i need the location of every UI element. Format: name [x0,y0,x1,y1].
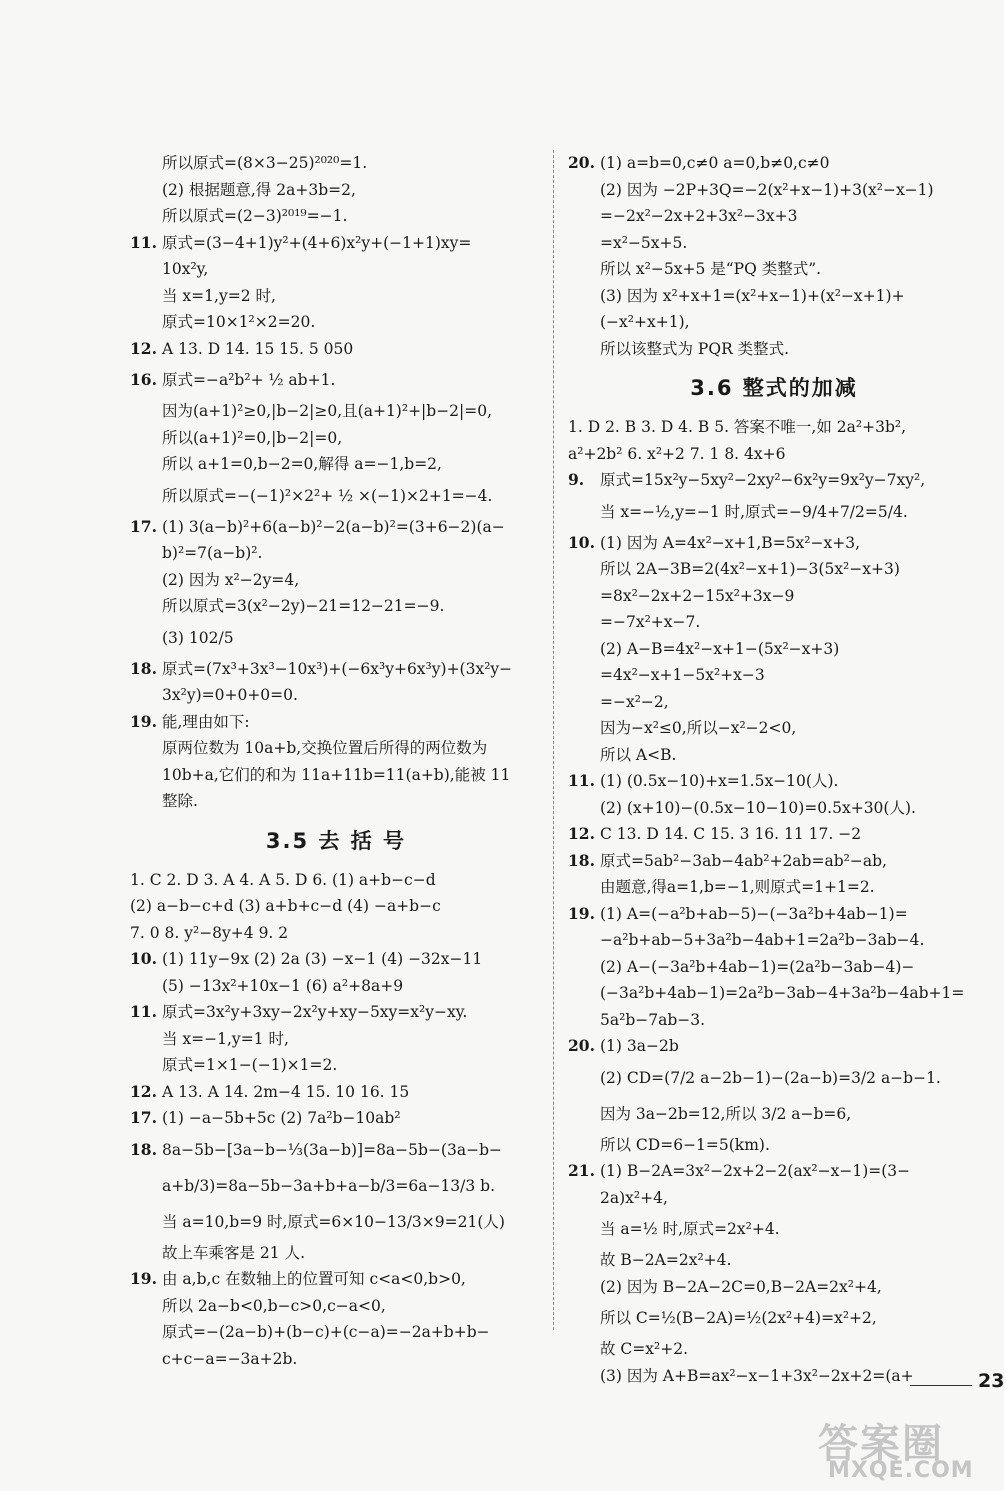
answer-line [568,715,980,742]
item-number: 12. [130,338,157,358]
answer-item [130,1105,542,1132]
answer-line [130,620,542,656]
answer-line [130,1168,542,1204]
answer-text: (2) 根据题意,得 2a+3b=2, [162,180,356,199]
item-number: 19. [130,711,157,731]
answer-item [130,1132,542,1168]
answer-text: 当 a=10,b=9 时,原式=6×10−13/3×9=21(人) [162,1212,505,1231]
answer-line [568,742,980,769]
answer-text: 所以原式=3(x²−2y)−21=12−21=−9. [162,597,445,615]
answer-item [130,999,542,1026]
answer-text: a²+2b² 6. x²+2 7. 1 8. 4x+6 [568,444,786,463]
answer-line [130,1052,542,1079]
answer-text: (1) 11y−9x (2) 2a (3) −x−1 (4) −32x−11 [162,950,483,968]
answer-line [130,762,542,789]
item-number: 18. [130,658,157,678]
answer-text: 原式=1×1−(−1)×1=2. [162,1056,338,1074]
answer-text: =4x²−x+1−5x²+x−3 [600,666,765,684]
answer-line [568,1132,980,1159]
answer-text: 当 x=−½,y=−1 时,原式=−9/4+7/2=5/4. [600,502,908,521]
answer-line [568,1300,980,1336]
column-divider [553,150,554,1330]
answer-line [130,309,542,336]
answer-line [568,662,980,689]
answer-line [568,980,980,1007]
answer-text: 由题意,得a=1,b=−1,则原式=1+1=2. [600,878,875,896]
answer-text: 原两位数为 10a+b,交换位置后所得的两位数为 [162,739,488,757]
answer-line [568,1336,980,1363]
answer-line [568,203,980,230]
answer-text: 能,理由如下: [162,712,250,731]
answer-line [568,636,980,663]
answer-line [568,927,980,954]
answer-text: =8x²−2x+2−15x²+3x−9 [600,586,795,605]
answer-text: 原式=(7x³+3x³−10x³)+(−6x³y+6x³y)+(3x²y− [162,659,513,678]
answer-text: 原式=−(2a−b)+(b−c)+(c−a)=−2a+b+b− [162,1323,490,1341]
answer-text: (2) (x+10)−(0.5x−10−10)=0.5x+30(人). [600,798,916,817]
answer-text: 所以原式=(8×3−25)²⁰²⁰=1. [162,154,368,172]
answer-text: 当 a=½ 时,原式=2x²+4. [600,1220,780,1238]
answer-text: 1. C 2. D 3. A 4. A 5. D 6. (1) a+b−c−d [130,870,436,889]
answer-text: (1) −a−5b+5c (2) 7a²b−10ab² [162,1109,401,1127]
answer-item [130,1266,542,1293]
answer-text: 原式=5ab²−3ab−4ab²+2ab=ab²−ab, [600,851,887,870]
answer-text: 所以 a+1=0,b−2=0,解得 a=−1,b=2, [162,455,442,473]
answer-line [130,1204,542,1240]
section-heading: 3.6 整式的加减 [690,376,858,400]
answer-text: (2) a−b−c+d (3) a+b+c−d (4) −a+b−c [130,897,441,915]
answer-line [130,540,542,567]
answer-line [130,1240,542,1267]
answer-item [130,336,542,363]
page-number: 23 [978,1370,1004,1392]
section-heading: 3.5 去 括 号 [265,828,407,853]
answer-text: 3x²y)=0+0+0=0. [162,686,298,704]
answer-text: =−2x²−2x+2+3x²−3x+3 [600,207,798,225]
answer-text: 7. 0 8. y²−8y+4 9. 2 [130,923,289,942]
answer-text: 1. D 2. B 3. D 4. B 5. 答案不唯一,如 2a²+3b², [568,418,907,436]
answer-text: C 13. D 14. C 15. 3 16. 11 17. −2 [600,825,862,843]
answer-text: (2) A−(−3a²b+4ab−1)=(2a²b−3ab−4)− [600,957,915,976]
answer-text: (2) 因为 −2P+3Q=−2(x²+x−1)+3(x²−x−1) [600,180,934,199]
answer-text: 故 C=x²+2. [600,1340,689,1358]
answer-line [130,1293,542,1320]
answer-line [568,441,980,468]
answer-text: 故上车乘客是 21 人. [162,1243,306,1262]
answer-text: 10x²y, [162,260,209,278]
answer-text: 所以 x²−5x+5 是“PQ 类整式”. [600,260,822,278]
answer-text: 当 x=−1,y=1 时, [162,1029,289,1048]
answer-text: =x²−5x+5. [600,233,688,252]
item-number: 19. [130,1269,157,1288]
answer-line [568,609,980,636]
answer-item [568,768,980,795]
answer-text: 所以(a+1)²=0,|b−2|=0, [162,428,343,447]
answer-text: (2) 因为 x²−2y=4, [162,570,300,589]
answer-text: 原式=10×1²×2=20. [162,313,316,331]
item-number: 11. [568,771,595,790]
answer-text: 所以原式=−(−1)²×2²+ ½ ×(−1)×2+1=−4. [162,486,493,505]
answer-text: (5) −13x²+10x−1 (6) a²+8a+9 [162,976,404,995]
answer-item [568,848,980,875]
answer-item [130,230,542,257]
item-number: 9. [568,470,585,489]
answer-text: 8a−5b−[3a−b−⅓(3a−b)]=8a−5b−(3a−b− [162,1140,502,1159]
answer-item [568,467,980,494]
answer-line [568,556,980,583]
answer-text: 原式=3x²y+3xy−2x²y+xy−5xy=x²y−xy. [162,1003,468,1021]
answer-text: 原式=15x²y−5xy²−2xy²−6x²y=9x²y−7xy², [600,471,926,489]
answer-item [130,514,542,541]
answer-text: (1) 3(a−b)²+6(a−b)²−2(a−b)²=(3+6−2)(a− [162,517,505,536]
answer-text: (3) 因为 x²+x+1=(x²+x−1)+(x²−x+1)+ [600,286,905,305]
answer-line [130,593,542,620]
answer-item [130,709,542,736]
answer-text: 所以 CD=6−1=5(km). [600,1135,770,1154]
answer-text: 5a²b−7ab−3. [600,1010,706,1029]
answer-item [568,901,980,928]
answer-item [568,150,980,177]
answer-item [130,1079,542,1106]
answer-line [130,1026,542,1053]
answer-line [130,1319,542,1346]
answer-text: (1) (0.5x−10)+x=1.5x−10(人). [600,772,839,790]
answer-line [568,1247,980,1274]
answer-line [568,954,980,981]
answer-text: 当 x=1,y=2 时, [162,286,276,305]
answer-text: 原式=(3−4+1)y²+(4+6)x²y+(−1+1)xy= [162,233,472,252]
answer-line [568,494,980,530]
answer-line [568,1096,980,1132]
answer-text: (1) 因为 A=4x²−x+1,B=5x²−x+3, [600,533,861,552]
answer-text: 整除. [162,792,198,810]
answer-text: (−3a²b+4ab−1)=2a²b−3ab−4+3a²b−4ab+1= [600,984,965,1002]
answer-text: (1) B−2A=3x²−2x+2−2(ax²−x−1)=(3− [600,1162,911,1180]
answer-text: 原式=−a²b²+ ½ ab+1. [162,371,336,389]
answer-line [568,1185,980,1212]
answer-line [130,682,542,709]
answer-line [568,1060,980,1096]
answer-text: 所以 A<B. [600,745,677,764]
item-number: 18. [568,850,595,870]
answer-line [568,414,980,441]
item-number: 16. [130,370,157,389]
answer-line [130,920,542,947]
answer-text: (3) 因为 A+B=ax²−x−1+3x²−2x+2=(a+ [600,1366,914,1385]
answer-line [130,973,542,1000]
item-number: 12. [568,824,595,843]
answer-text: (2) A−B=4x²−x+1−(5x²−x+3) [600,639,840,658]
answer-text: 因为(a+1)²≥0,|b−2|≥0,且(a+1)²+|b−2|=0, [162,402,493,420]
answer-item [130,656,542,683]
answer-text: 因为 3a−2b=12,所以 3/2 a−b=6, [600,1104,852,1123]
item-number: 20. [568,1036,595,1055]
answer-line [130,256,542,283]
answer-line [568,309,980,336]
item-number: 17. [130,516,157,536]
answer-item [568,1158,980,1185]
item-number: 18. [130,1139,157,1159]
watermark-url: MXQE.COM [828,1458,974,1483]
answer-item [568,1033,980,1060]
watermark-logo: 答案圈 [818,1421,944,1467]
answer-text: A 13. D 14. 15 15. 5 050 [162,339,354,358]
answer-text: 2a)x²+4, [600,1188,668,1207]
answer-item [568,530,980,557]
answer-line [568,795,980,822]
answer-text: (2) CD=(7/2 a−2b−1)−(2a−b)=3/2 a−b−1. [600,1068,941,1087]
answer-text: 所以 2A−3B=2(4x²−x+1)−3(5x²−x+3) [600,560,900,578]
answer-line [568,1211,980,1247]
answer-text: 所以 C=½(B−2A)=½(2x²+4)=x²+2, [600,1309,877,1327]
answer-item [130,946,542,973]
answer-text: 10b+a,它们的和为 11a+11b=11(a+b),能被 11 [162,765,511,784]
answer-text: a+b/3)=8a−5b−3a+b+a−b/3=6a−13/3 b. [162,1176,496,1195]
answer-line [130,451,542,478]
answer-text: 所以 2a−b<0,b−c>0,c−a<0, [162,1296,386,1315]
answer-line [130,735,542,762]
answer-line [130,567,542,594]
answer-text: A 13. A 14. 2m−4 15. 10 16. 15 [162,1082,410,1101]
answer-line [568,256,980,283]
item-number: 12. [130,1081,157,1101]
answer-text: 因为−x²≤0,所以−x²−2<0, [600,719,797,737]
answer-line [130,893,542,920]
answer-text: 故 B−2A=2x²+4. [600,1251,732,1269]
answer-text: (1) a=b=0,c≠0 a=0,b≠0,c≠0 [600,154,830,172]
answer-line [130,425,542,452]
answer-text: b)²=7(a−b)². [162,544,263,562]
answer-line [568,336,980,363]
item-number: 17. [130,1108,157,1127]
item-number: 10. [568,532,595,552]
answer-line [568,283,980,310]
answer-item [130,362,542,398]
answer-text: −a²b+ab−5+3a²b−4ab+1=2a²b−3ab−4. [600,931,925,949]
answer-line [130,478,542,514]
answer-text: 所以原式=(2−3)²⁰¹⁹=−1. [162,207,348,225]
item-number: 20. [568,153,595,172]
answer-text: (3) 102/5 [162,628,234,647]
answer-line [568,1007,980,1034]
right-column [568,150,980,1389]
answer-line [568,177,980,204]
answer-line [130,398,542,425]
answer-text: (1) 3a−2b [600,1037,679,1055]
answer-line [130,177,542,204]
footer-rule [910,1385,972,1386]
answer-line [130,150,542,177]
answer-text: (2) 因为 B−2A−2C=0,B−2A=2x²+4, [600,1277,882,1296]
answer-line [130,867,542,894]
answer-text: (−x²+x+1), [600,313,690,331]
answer-item [568,821,980,848]
item-number: 21. [568,1161,595,1180]
item-number: 19. [568,903,595,923]
answer-line [130,1346,542,1373]
item-number: 11. [130,1002,157,1021]
answer-line [568,230,980,257]
answer-text: =−x²−2, [600,692,669,711]
item-number: 11. [130,232,157,252]
answer-text: 由 a,b,c 在数轴上的位置可知 c<a<0,b>0, [162,1270,466,1288]
answer-line [130,203,542,230]
answer-line [130,788,542,815]
item-number: 10. [130,949,157,968]
answer-line [568,1274,980,1301]
left-column [130,150,542,1372]
answer-line [568,583,980,610]
answer-text: (1) A=(−a²b+ab−5)−(−3a²b+4ab−1)= [600,904,908,923]
answer-line [130,283,542,310]
answer-text: =−7x²+x−7. [600,613,701,631]
answer-text: c+c−a=−3a+2b. [162,1349,298,1368]
answer-text: 所以该整式为 PQR 类整式. [600,339,790,358]
answer-line [568,874,980,901]
answer-line [568,689,980,716]
